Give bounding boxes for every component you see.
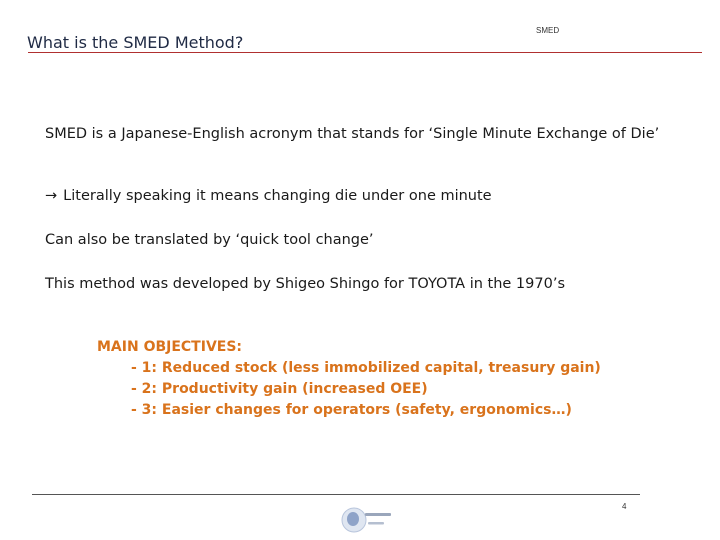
right-arrow-icon: → bbox=[45, 188, 58, 204]
company-logo-icon bbox=[339, 504, 395, 536]
section-tag: SMED bbox=[536, 26, 560, 35]
definition-paragraph: SMED is a Japanese-English acronym that stands for ‘Single Minute Exchange of Die’ bbox=[45, 126, 660, 142]
origin-paragraph: This method was developed by Shigeo Shingo for TOYOTA in the 1970’s bbox=[45, 276, 565, 292]
footer-divider bbox=[32, 494, 640, 495]
literal-meaning-paragraph bbox=[45, 186, 665, 207]
objective-item: - 3: Easier changes for operators (safety, ergonomics…) bbox=[131, 402, 572, 418]
header-divider bbox=[28, 52, 702, 53]
objective-item: - 1: Reduced stock (less immobilized capital, treasury gain) bbox=[131, 360, 601, 376]
objectives-heading: MAIN OBJECTIVES: bbox=[97, 339, 243, 355]
objective-item: - 2: Productivity gain (increased OEE) bbox=[131, 381, 428, 397]
translation-paragraph: Can also be translated by ‘quick tool change’ bbox=[45, 232, 374, 248]
page-number: 4 bbox=[622, 502, 627, 511]
objectives-block bbox=[97, 337, 601, 421]
page-title: What is the SMED Method? bbox=[27, 33, 244, 52]
literal-meaning-text: Literally speaking it means changing die under one minute bbox=[63, 188, 492, 204]
